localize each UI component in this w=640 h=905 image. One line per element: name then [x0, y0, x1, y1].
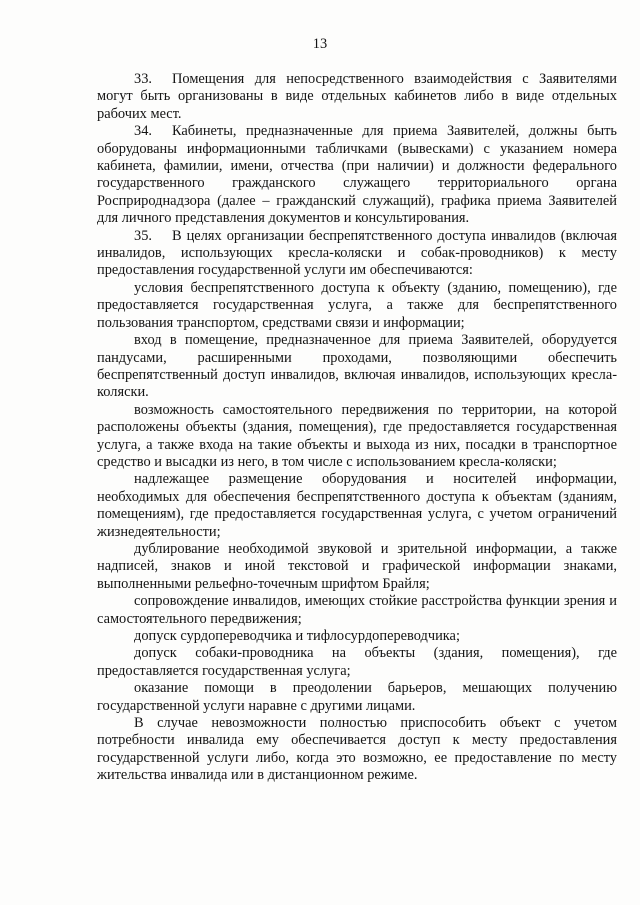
- paragraph-33: [97, 71, 617, 123]
- list-item-braille: [97, 541, 617, 593]
- list-item-escort: [97, 593, 617, 628]
- list-item-interpreter: [97, 628, 617, 645]
- paragraph-remote-service: [97, 715, 617, 785]
- paragraph-text: В случае невозможности полностью приспособить объект с учетом потребности инвалида ему обеспечивается доступ к месту предоставления государственной услуги либо, когда это возможно, ее предоставление по месту жительства инвалида или в дистанционном режиме.: [97, 715, 617, 784]
- paragraph-text: возможность самостоятельного передвижения по территории, на которой расположены объекты (здания, помещения), где предоставляется государственная услуга, а также входа на такие объекты и выхода из них, посадки в транспортное средство и высадки из него, в том числе с использованием кресла-коляски;: [97, 401, 617, 470]
- paragraph-text: Кабинеты, предназначенные для приема Заявителей, должны быть оборудованы информационными табличками (вывесками) с указанием номера кабинета, фамилии, имени, отчества (при наличии) и должности федерального государственного гражданского служащего территориального органа Росприроднадзора (далее – гражданский служащий), графика приема Заявителей для личного представления документов и консультирования.: [97, 123, 617, 227]
- list-item-access-conditions: [97, 280, 617, 332]
- paragraph-text: допуск сурдопереводчика и тифлосурдопереводчика;: [134, 628, 460, 644]
- paragraph-text: допуск собаки-проводника на объекты (здания, помещения), где предоставляется государственная услуга;: [97, 645, 617, 679]
- paragraph-35: [97, 228, 617, 280]
- list-item-movement: [97, 402, 617, 472]
- document-body: [97, 71, 617, 785]
- paragraph-text: условия беспрепятственного доступа к объекту (зданию, помещению), где предоставляется государственная услуга, а также для беспрепятственного пользования транспортом, средствами связи и информации;: [97, 279, 617, 331]
- paragraph-number: 34.: [134, 123, 152, 140]
- paragraph-text: вход в помещение, предназначенное для приема Заявителей, оборудуется пандусами, расширенными проходами, позволяющими обеспечить беспрепятственный доступ инвалидов, включая инвалидов, использующих кресла-коляски.: [97, 332, 617, 401]
- paragraph-text: дублирование необходимой звуковой и зрительной информации, а также надписей, знаков и иной текстовой и графической информации знаками, выполненными рельефно-точечным шрифтом Брайля;: [97, 540, 617, 592]
- paragraph-text: Помещения для непосредственного взаимодействия с Заявителями могут быть организованы в виде отдельных кабинетов либо в виде отдельных рабочих мест.: [97, 71, 617, 122]
- paragraph-text: оказание помощи в преодолении барьеров, мешающих получению государственной услуги наравне с другими лицами.: [97, 680, 617, 714]
- paragraph-number: 35.: [134, 227, 152, 244]
- list-item-guide-dog: [97, 645, 617, 680]
- paragraph-text: надлежащее размещение оборудования и носителей информации, необходимых для обеспечения беспрепятственного доступа к объектам (зданиям, помещениям), где предоставляется государственная услуга, с учетом ограничений жизнедеятельности;: [97, 471, 617, 540]
- list-item-assistance: [97, 680, 617, 715]
- paragraph-text: В целях организации беспрепятственного доступа инвалидов (включая инвалидов, использующих кресла-коляски и собак-проводников) к месту предоставления государственной услуги им обеспечиваются:: [97, 227, 617, 279]
- page-number: 13: [312, 36, 328, 52]
- list-item-equipment: [97, 471, 617, 541]
- list-item-entrance: [97, 332, 617, 402]
- paragraph-34: [97, 123, 617, 227]
- paragraph-number: 33.: [134, 71, 152, 87]
- paragraph-text: сопровождение инвалидов, имеющих стойкие расстройства функции зрения и самостоятельного передвижения;: [97, 593, 617, 627]
